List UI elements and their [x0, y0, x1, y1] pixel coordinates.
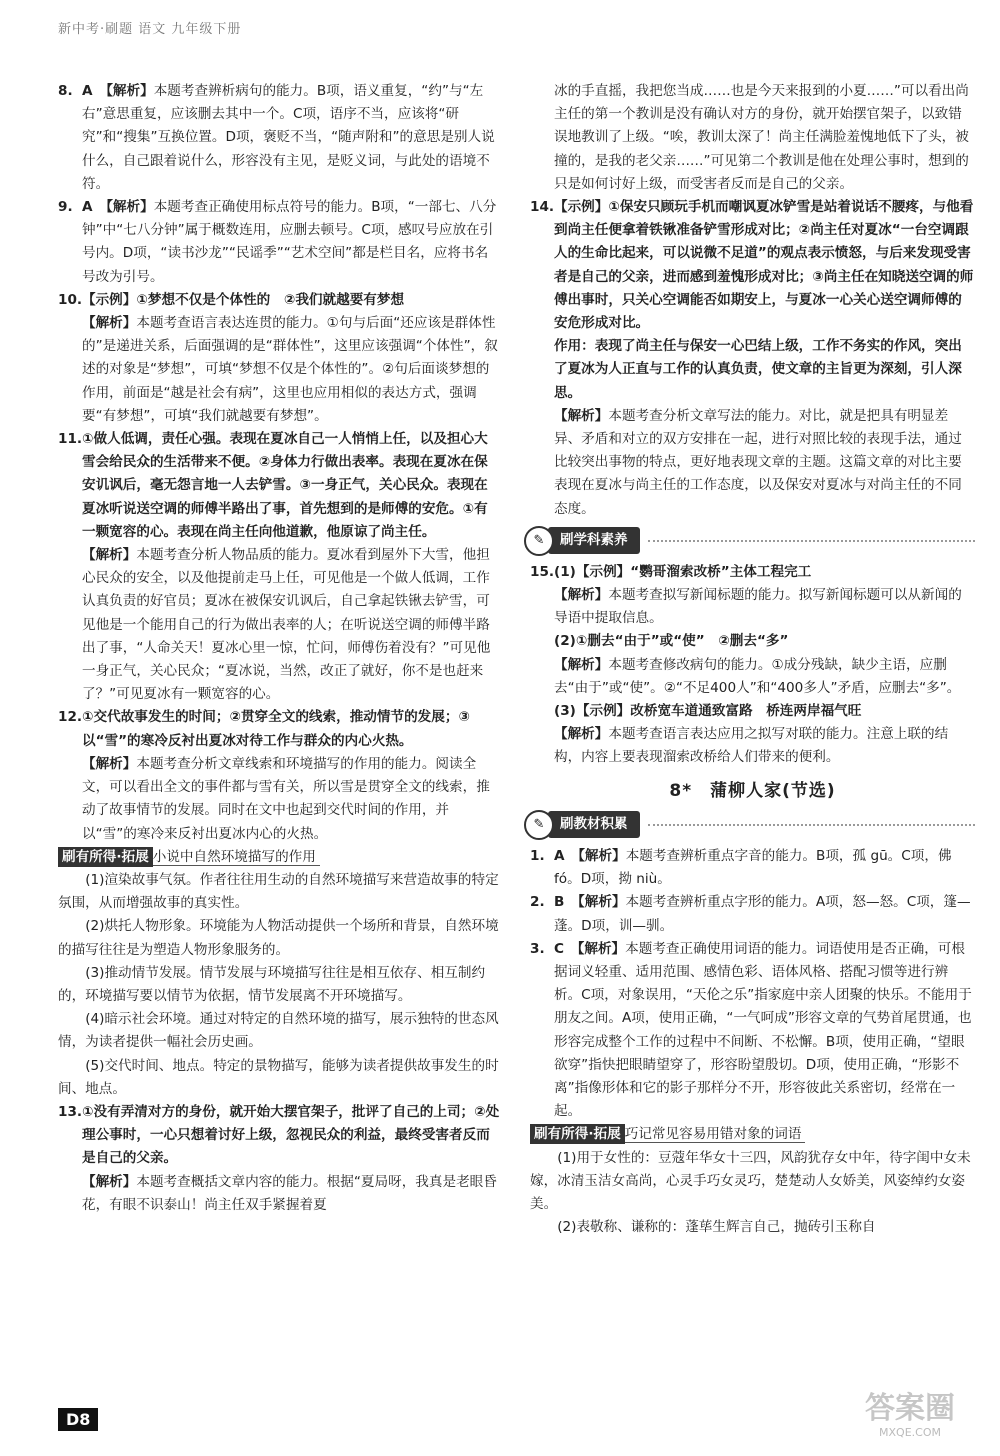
pen-icon: ✎ — [524, 526, 554, 556]
lesson-question-3: 3. C 【解析】本题考查正确使用词语的能力。词语使用是否正确，可根据词义轻重、适用范围、感情色彩、语体风格、搭配习惯等进行辨析。C项，对象误用，“天伦之乐”指家庭中亲人团聚的快乐。不能用于朋友之间。A项，使用正确，“一气呵成”形容文章的气势首尾贯通，也形容完成整个工作的过程中不间断、不松懈。B项，使用正确，“望眼欲穿”指快把眼睛望穿了，形容盼望殷切。D项，使用正确，“形影不离”指像形体和它的影子那样分不开，形容彼此关系密切，经常在一起。 — [530, 940, 972, 1120]
question-13-continued: 冰的手直摇，我把您当成……也是今天来报到的小夏……”可以看出尚主任的第一个教训是没有确认对方的身份，就开始摆官架子，以致错误地教训了上级。“唉，教训太深了！尚主任满脸羞愧地低下了头，被撞的，是我的老父亲……”可见第二个教训是他在处理公事时，想到的只是如何讨好上级，而受害者反而是自己的父亲。 — [554, 83, 969, 192]
right-column — [530, 80, 975, 1239]
lesson-question-2: 2. B 【解析】本题考查辨析重点字形的能力。A项，怒—怒。C项，篷—蓬。D项，训—驯。 — [530, 894, 971, 934]
question-15: 15. (1)【示例】“鹦哥溜索改桥”主体工程完工 【解析】本题考查拟写新闻标题的能力。拟写新闻标题可以从新闻的导语中提取信息。 (2)①删去“由于”或“使” ②删去“多” 【解析】本题考查修改病句的能力。①成分残缺，缺少主语，应删去“由于”或“使”。②“不足400人”和“400多人”矛盾，应删去“多”。 (3)【示例】改桥宽车道通致富路 桥连两岸福气旺 【解析】本题考查语言表达应用之拟写对联的能力。注意上联的结构，内容上要表现溜索改桥给人们带来的便利。 — [530, 563, 962, 766]
section-banner-textbook: ✎ 刷教材积累 — [524, 809, 975, 841]
extension-box-2: 刷有所得·拓展 巧记常见容易用错对象的词语 (1)用于女性的：豆蔻年华女十三四，风韵犹存女中年，待字闺中女未嫁，冰清玉洁女高尚，心灵手巧女灵巧，楚楚动人女娇美，风姿绰约女姿美。 (2)表敬称、谦称的：蓬荜生辉言自己，抛砖引玉称自 — [530, 1126, 971, 1236]
question-12: 12. ①交代故事发生的时间；②贯穿全文的线索，推动情节的发展；③以“雪”的寒冷反衬出夏冰对待工作与群众的内心火热。 【解析】本题考查分析文章线索和环境描写的作用的能力。阅读全文，可以看出全文的事件都与雪有关，所以雪是贯穿全文的线索，推动了故事情节的发展。同时在文中也起到交代时间的作用，并以“雪”的寒冷来反衬出夏冰内心的火热。 — [58, 709, 490, 842]
question-9: 9. A 【解析】本题考查正确使用标点符号的能力。B项，“一部七、八分钟”中“七八分钟”属于概数连用，应删去顿号。C项，感叹号应放在引号内。D项，“读书沙龙”“民谣季”“艺术空间”都是栏目名，应将书名号改为引号。 — [58, 199, 497, 285]
lesson-title: 8* 蒲柳人家(节选) — [669, 780, 836, 801]
question-11: 11. ①做人低调，责任心强。表现在夏冰自己一人悄悄上任，以及担心大雪会给民众的生活带来不便。②身体力行做出表率。表现在夏冰在保安讥讽后，毫无怨言地一人去铲雪。③一身正气，关心民众。表现在夏冰听说送空调的师傅半路出了事，首先想到的是师傅的安危。①有一颗宽容的心。表现在尚主任向他道歉，他原谅了尚主任。 【解析】本题考查分析人物品质的能力。夏冰看到屋外下大雪，他担心民众的安全，以及他提前走马上任，可见他是一个做人低调，工作认真负责的好官员；夏冰在被保安讥讽后，自己拿起铁锹去铲雪，可见他是一个能用自己的行为做出表率的人；在听说送空调的师傅半路出了事，“人命关天！夏冰心里一惊，忙问，师傅伤着没有？”可见他一身正气，关心民众；“夏冰说，当然，改正了就好，你不是也赶来了？”可见夏冰有一颗宽容的心。 — [58, 431, 491, 703]
extension-badge: 刷有所得·拓展 — [58, 847, 153, 867]
extension-badge: 刷有所得·拓展 — [530, 1124, 625, 1144]
lesson-question-1: 1. A 【解析】本题考查辨析重点字音的能力。B项，孤 gū。C项，佛 fó。D项，拗 niù。 — [530, 847, 952, 888]
site-watermark-logo: 答案圈 MXQE.COM — [865, 1391, 955, 1439]
question-13: 13. ①没有弄清对方的身份，就开始大摆官架子，批评了自己的上司；②处理公事时，一心只想着讨好上级，忽视民众的利益，最终受害者反而是自己的父亲。 【解析】本题考查概括文章内容的能力。根据“夏局呀，我真是老眼昏花，有眼不识泰山！尚主任双手紧握着夏 — [58, 1103, 500, 1213]
question-10: 10. 【示例】①梦想不仅是个体性的 ②我们就越要有梦想 【解析】本题考查语言表达连贯的能力。①句与后面“还应该是群体性的”是递进关系，后面强调的是“群体性”，这里应该强调“个体性”，叙述的对象是“梦想”，可填“梦想不仅是个体性的”。②句后面谈梦想的作用，前面是“越是社会有病”，这里也应用相似的表达方式，强调要“有梦想”，可填“我们就越要有梦想”。 — [58, 291, 498, 424]
page-number: D8 — [58, 1408, 98, 1431]
question-8: 8. A 【解析】本题考查辨析病句的能力。B项，语义重复，“约”与“左右”意思重复，应该删去其中一个。C项，语序不当，应该将“研究”和“搜集”互换位置。D项，褒贬不当，“随声附和”的意思是别人说什么，自己跟着说什么，形容没有主见，是贬义词，与此处的语境不符。 — [58, 83, 495, 192]
extension-box-1: 刷有所得·拓展 小说中自然环境描写的作用 (1)渲染故事气氛。作者往往用生动的自然环境描写来营造故事的特定氛围，从而增强故事的真实性。 (2)烘托人物形象。环境能为人物活动提供一个场所和背景，自然环境的描写往往是为塑造人物形象服务的。 (3)推动情节发展。情节发展与环境描写往往是相互依存、相互制约的，环境描写要以情节为依据，情节发展离不开环境描写。 (4)暗示社会环境。通过对特定的自然环境的描写，展示独特的世态风情，为读者提供一幅社会历史画。 (5)交代时间、地点。特定的景物描写，能够为读者提供故事发生的时间、地点。 — [58, 848, 499, 1097]
pen-icon: ✎ — [524, 810, 554, 840]
running-header: 新中考·刷题 语文 九年级下册 — [58, 22, 242, 37]
left-column — [58, 80, 501, 1217]
question-14: 14. 【示例】①保安只顾玩手机而嘲讽夏冰铲雪是站着说话不腰疼，与他看到尚主任便拿着铁锹准备铲雪形成对比；②尚主任对夏冰“一台空调跟人的生命比起来，可以说微不足道”的观点表示愤怒，与后来发现受害者是自己的父亲，进而感到羞愧形成对比；③尚主任在知晓送空调的师傅出事时，只关心空调能否如期安上，与夏冰一心关心送空调师傅的安危形成对比。 作用：表现了尚主任与保安一心巴结上级，工作不务实的作风，突出了夏冰为人正直与工作的认真负责，使文章的主旨更为深刻，引人深思。 【解析】本题考查分析文章写法的能力。对比，就是把具有明显差异、矛盾和对立的双方安排在一起，进行对照比较的表现手法，通过比较突出事物的特点，更好地表现文章的主题。这篇文章的对比主要表现在夏冰与尚主任的工作态度，以及保安对夏冰与对尚主任的不同态度。 — [530, 199, 974, 517]
section-banner-subject-literacy: ✎ 刷学科素养 — [524, 525, 975, 557]
